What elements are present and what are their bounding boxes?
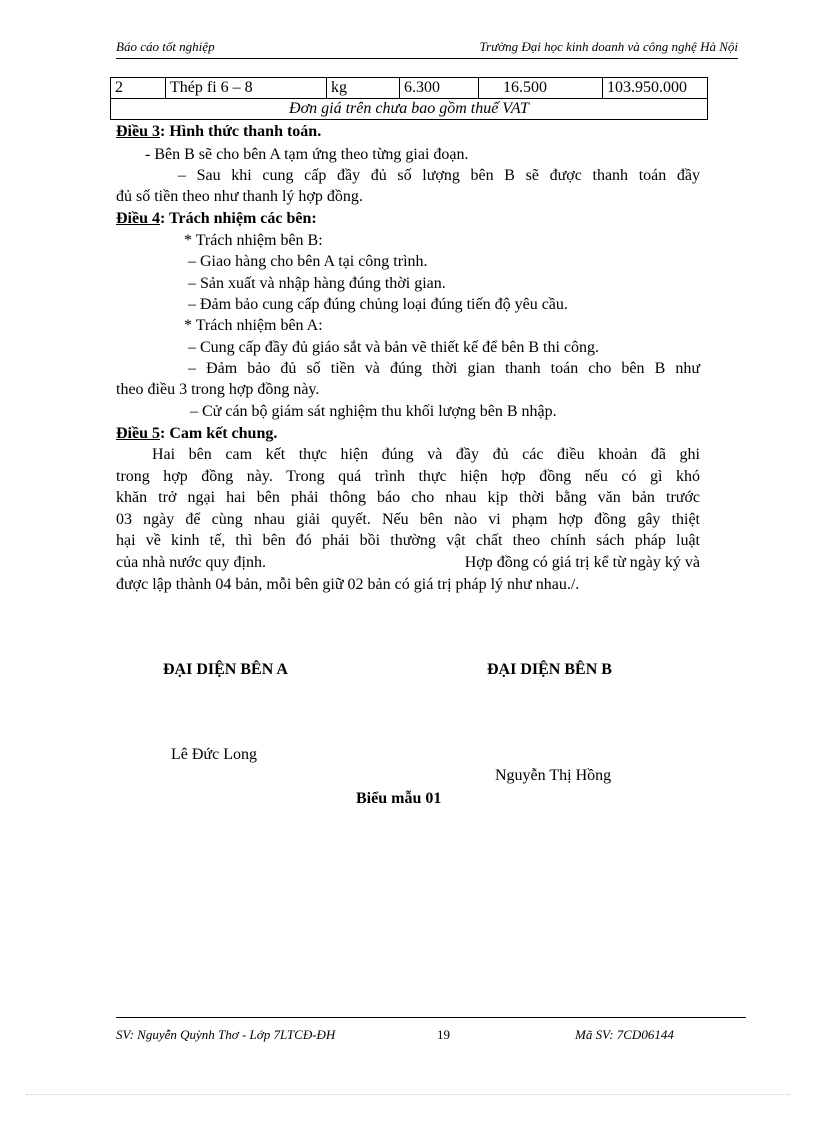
article5-p5: hại về kinh tế, thì bên đó phải bồi thường vật chất theo chính sách pháp luật [116,532,700,549]
cell-no: 2 [111,78,166,99]
cell-name: Thép fi 6 – 8 [166,78,327,99]
article5-heading [116,423,277,444]
article5-p7: được lập thành 04 bản, mỗi bên giữ 02 bản có giá trị pháp lý như nhau./. [116,576,580,593]
table-note: Đơn giá trên chưa bao gồm thuế VAT [111,99,708,120]
cell-unit: kg [327,78,400,99]
article4-b2: – Sản xuất và nhập hàng đúng thời gian. [188,275,446,292]
article4-a3: – Cử cán bộ giám sát nghiệm thu khối lượng bên B nhập. [190,403,557,420]
page-edge [26,1094,790,1095]
table-row [111,78,708,99]
footer-student-id: Mã SV: 7CD06144 [575,1027,674,1042]
article4-a2b: theo điều 3 trong hợp đồng này. [116,381,320,398]
page-header [116,38,738,59]
rep-b-name: Nguyễn Thị Hồng [495,767,612,784]
rep-a-title: ĐẠI DIỆN BÊN A [163,661,288,678]
article3-title: : Hình thức thanh toán. [160,123,322,140]
article3-line2: – Sau khi cung cấp đầy đủ số lượng bên B sẽ được thanh toán đầy [178,167,700,184]
article3-line1: - Bên B sẽ cho bên A tạm ứng theo từng giai đoạn. [145,146,469,163]
cell-total: 103.950.000 [603,78,708,99]
form-title: Biểu mẫu 01 [356,790,442,807]
article5-key: Điều 5 [116,425,160,442]
article4-heading [116,208,317,229]
header-right: Trường Đại học kinh doanh và công nghệ Hà Nội [479,39,738,54]
article4-a2: – Đảm bảo đủ số tiền và đúng thời gian thanh toán cho bên B như [188,360,700,377]
rep-b-title: ĐẠI DIỆN BÊN B [487,661,612,678]
article5-title: : Cam kết chung. [160,425,278,442]
table-note-row [111,99,708,120]
cell-price: 16.500 [479,78,603,99]
article3-key: Điều 3 [116,123,160,140]
article5-p2: trong hợp đồng này. Trong quá trình thực hiện hợp đồng nếu có gì khó [116,468,700,485]
article5-p3: khăn trở ngại hai bên phải thông báo cho nhau kịp thời bằng văn bản trước [116,489,700,506]
article4-key: Điều 4 [116,210,160,227]
article4-a1: – Cung cấp đầy đủ giáo sắt và bản vẽ thiết kế để bên B thi công. [188,339,600,356]
article5-p6a: của nhà nước quy định. [116,554,266,571]
footer-student: SV: Nguyễn Quỳnh Thơ - Lớp 7LTCĐ-ĐH [116,1027,336,1042]
article3-heading [116,121,321,142]
article4-b1: – Giao hàng cho bên A tại công trình. [188,253,428,270]
page-number: 19 [437,1027,450,1042]
footer-divider [116,1017,746,1018]
header-left: Báo cáo tốt nghiệp [116,39,215,54]
article5-p1: Hai bên cam kết thực hiện đúng và đầy đủ các điều khoản đã ghi [152,446,700,463]
article5-p6b: Hợp đồng có giá trị kể từ ngày ký và [464,554,700,571]
article4-b3: – Đảm bảo cung cấp đúng chủng loại đúng tiến độ yêu cầu. [188,296,568,313]
article4-a-head: * Trách nhiệm bên A: [184,317,323,334]
rep-a-name: Lê Đức Long [171,746,257,763]
article4-title: : Trách nhiệm các bên: [160,210,317,227]
items-table [110,77,708,120]
article5-p4: 03 ngày để cùng nhau giải quyết. Nếu bên nào vi phạm hợp đồng gây thiệt [116,511,700,528]
cell-qty: 6.300 [400,78,479,99]
article4-b-head: * Trách nhiệm bên B: [184,232,323,249]
article3-line3: đủ số tiền theo như thanh lý hợp đồng. [116,188,363,205]
